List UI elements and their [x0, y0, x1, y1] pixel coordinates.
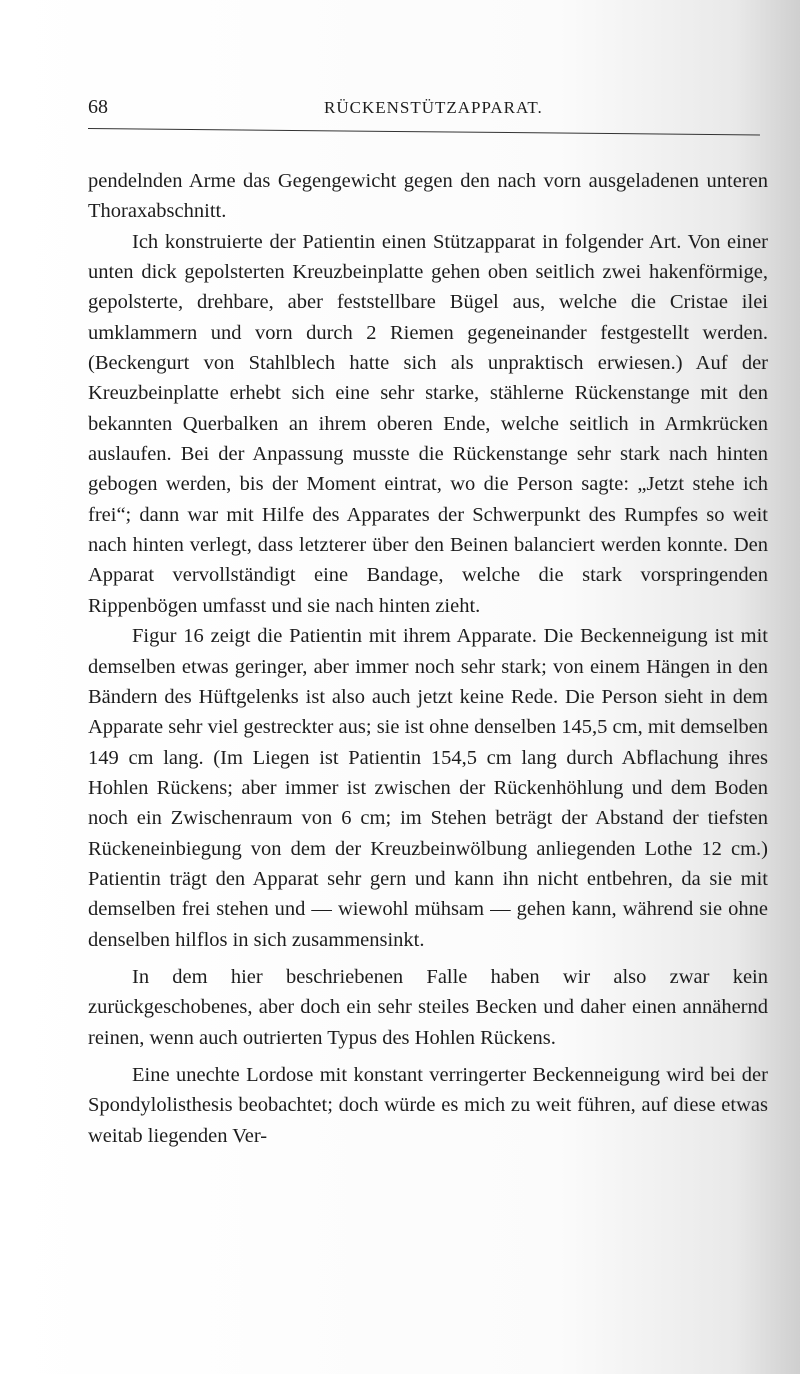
page-header [88, 96, 768, 130]
paragraph-continuation: pendelnden Arme das Gegengewicht gegen den nach vorn ausgeladenen unteren Thoraxabschnitt. [88, 170, 768, 223]
page-number: 68 [88, 96, 108, 118]
book-page [88, 96, 768, 1151]
header-rule [88, 128, 760, 135]
paragraph-figur-16: Figur 16 zeigt die Patientin mit ihrem Apparate. Die Beckenneigung ist mit demselben etwas geringer, aber immer noch sehr stark; von einem Hängen in den Bändern des Hüftgelenks ist also auch jetzt keine Rede. Die Person sieht in dem Apparate sehr viel gestreckter aus; sie ist ohne denselben 145,5 cm, mit demselben 149 cm lang. (Im Liegen ist Patientin 154,5 cm lang durch Abflachung ihres Hohlen Rückens; aber immer ist zwischen der Rückenhöhlung und dem Boden noch ein Zwischenraum von 6 cm; im Stehen beträgt der Abstand der tiefsten Rückeneinbiegung von dem der Kreuzbeinwölbung anliegenden Lothe 12 cm.) Patientin trägt den Apparat sehr gern und kann ihn nicht entbehren, da sie mit demselben frei stehen und — wiewohl mühsam — gehen kann, während sie ohne denselben hilflos in sich zusammensinkt. [88, 625, 768, 951]
paragraph-spondylolisthesis: Eine unechte Lordose mit konstant verringerter Beckenneigung wird bei der Spondylolisthesis beobachtet; doch würde es mich zu weit führen, auf diese etwas weitab liegenden Ver- [88, 1063, 768, 1147]
running-title: RÜCKENSTÜTZAPPARAT. [324, 98, 543, 117]
paragraph-stuetzapparat: Ich konstruierte der Patientin einen Stützapparat in folgender Art. Von einer unten dick gepolsterten Kreuzbeinplatte gehen oben seitlich zwei hakenförmige, gepolsterte, drehbare, aber feststellbare Bügel aus, welche die Cristae ilei umklammern und vorn durch 2 Riemen gegeneinander festgestellt werden. (Beckengurt von Stahlblech hatte sich als unpraktisch erwiesen.) Auf der Kreuzbeinplatte erhebt sich eine sehr starke, stählerne Rückenstange mit den bekannten Querbalken an ihrem oberen Ende, welche seitlich in Armkrücken auslaufen. Bei der Anpassung musste die Rückenstange sehr stark nach hinten gebogen werden, bis der Moment eintrat, wo die Person sagte: „Jetzt stehe ich frei“; dann war mit Hilfe des Apparates der Schwerpunkt des Rumpfes so weit nach hinten verlegt, dass letzterer über den Beinen balanciert werden konnte. Den Apparat vervollständigt eine Bandage, welche die stark vorspringenden Rippenbögen umfasst und sie nach hinten zieht. [88, 230, 768, 617]
paragraph-conclusion: In dem hier beschriebenen Falle haben wir also zwar kein zurückgeschobenes, aber doch ein sehr steiles Becken und daher einen annähernd reinen, wenn auch outrierten Typus des Hohlen Rückens. [88, 965, 768, 1049]
body-text [88, 166, 768, 1151]
